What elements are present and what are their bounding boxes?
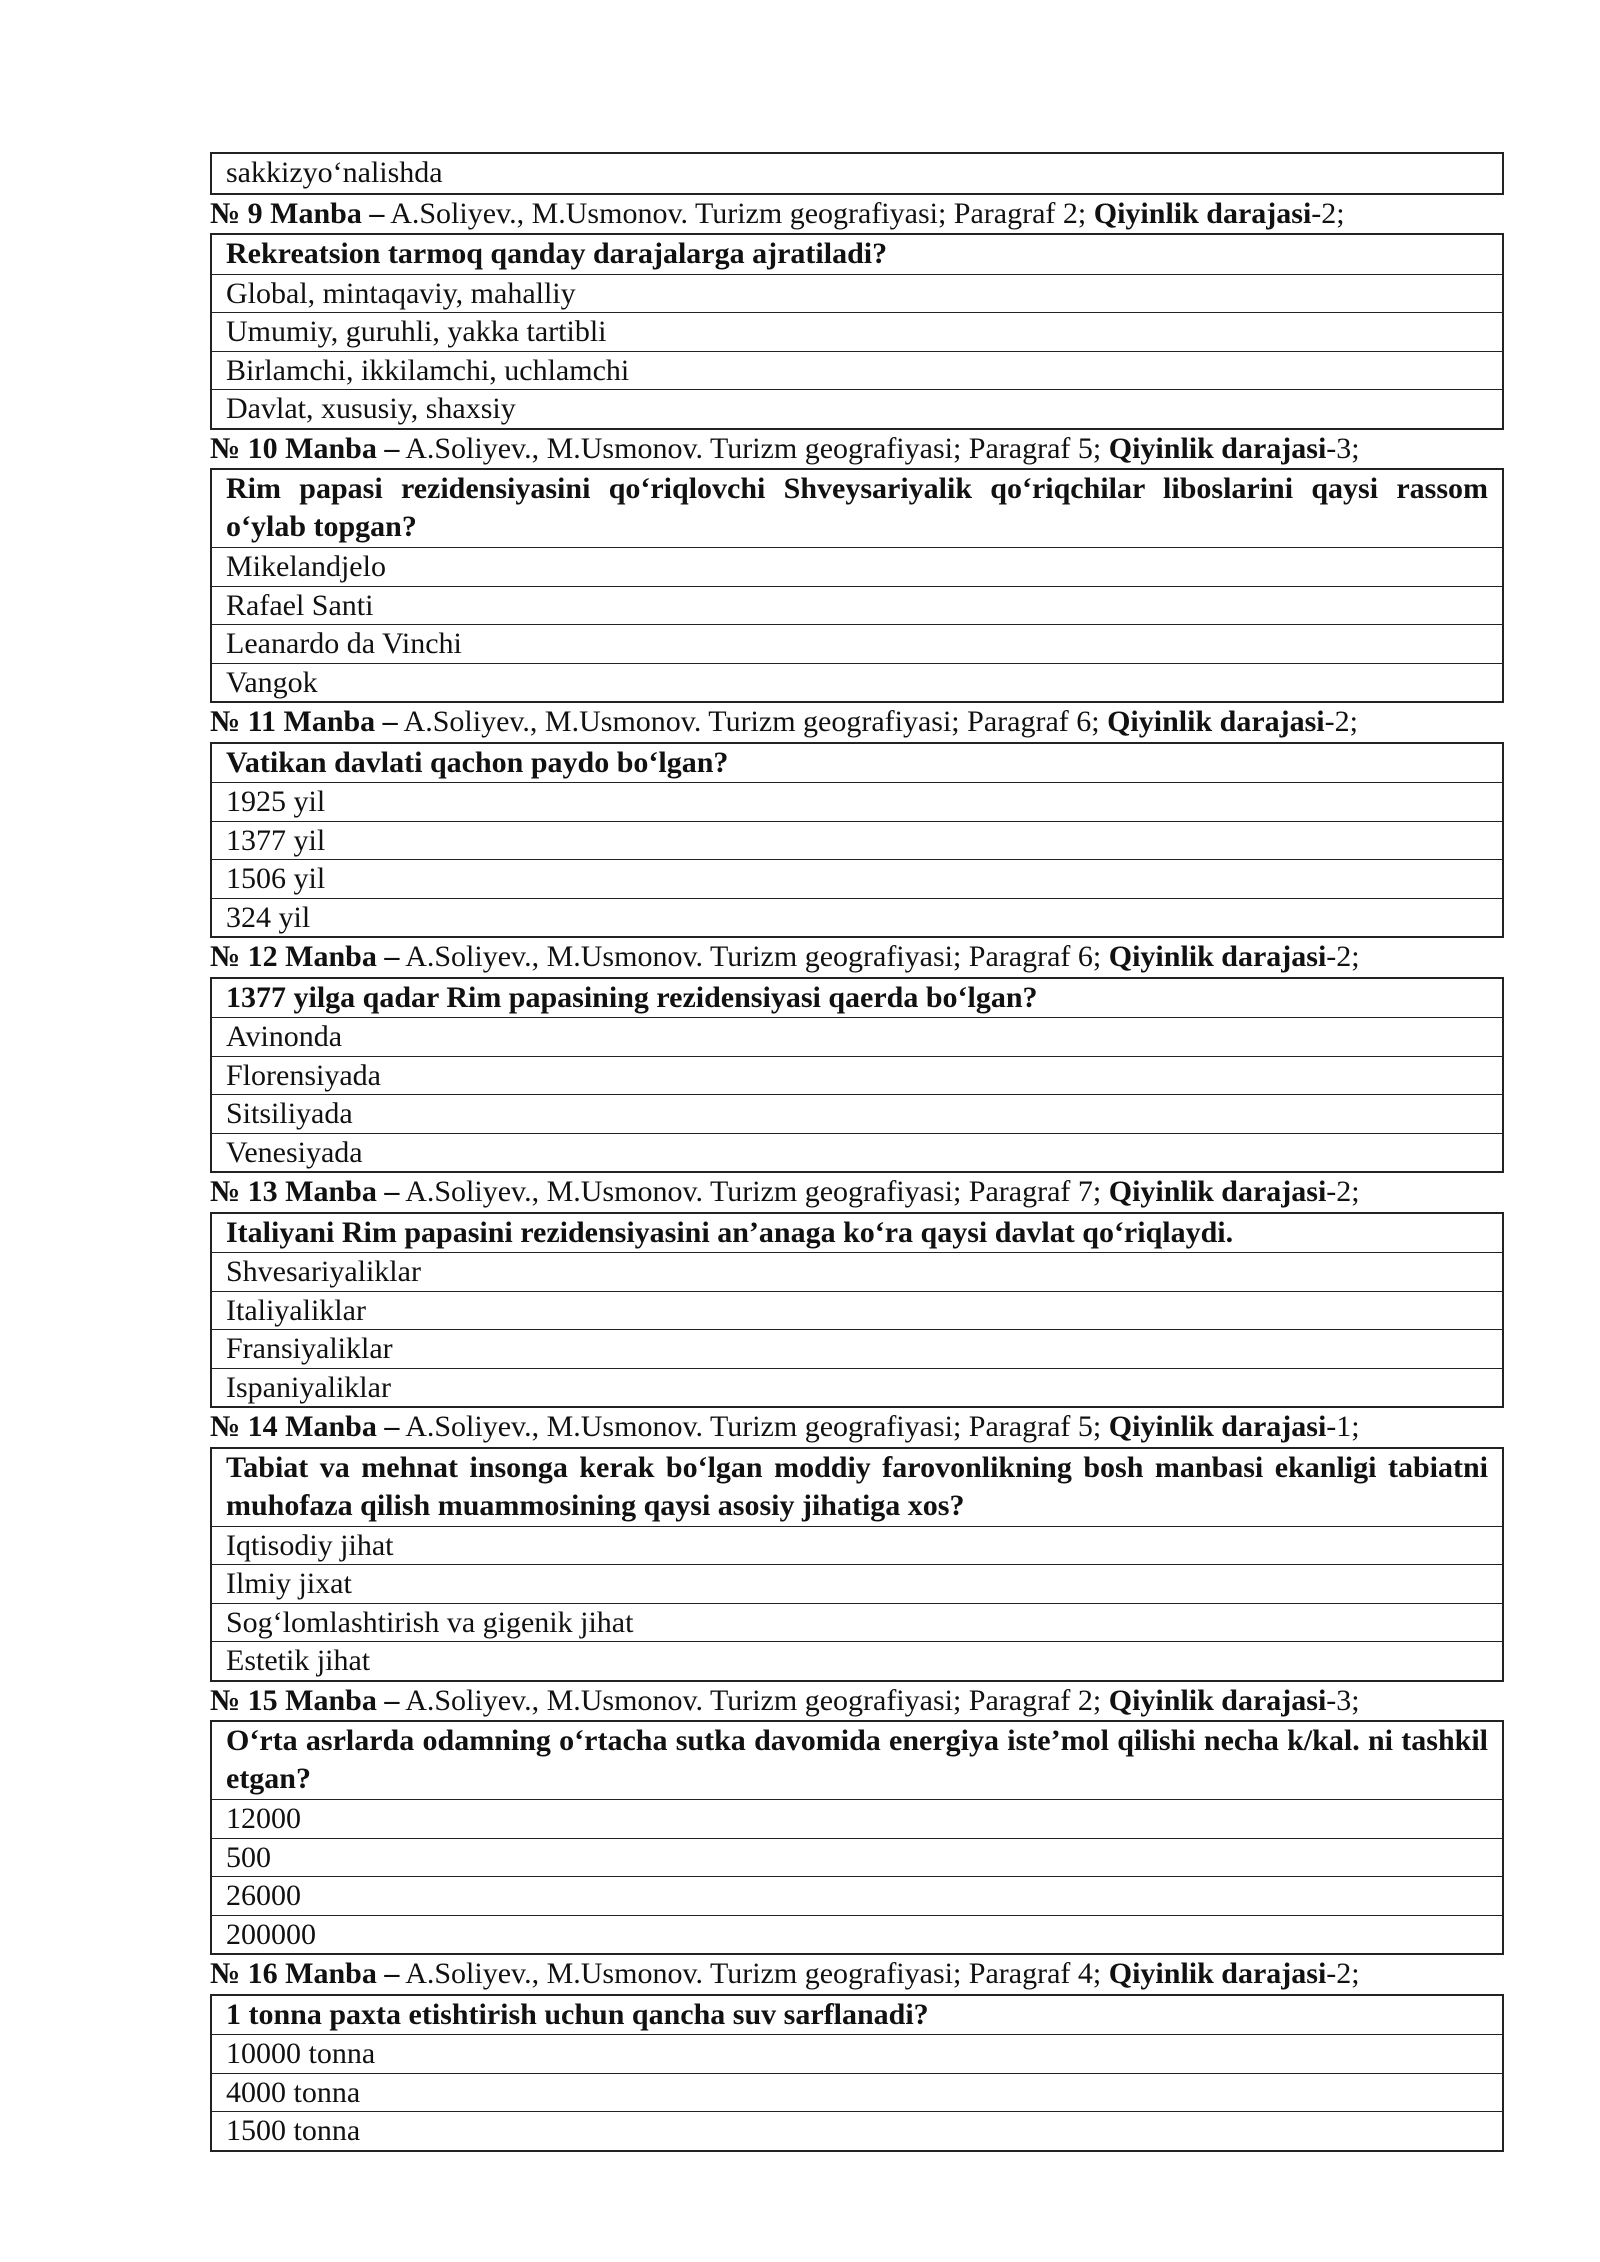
question-table <box>210 1212 1504 1409</box>
difficulty-label: Qiyinlik darajasi <box>1108 940 1327 973</box>
answer-option: Florensiyada <box>212 1056 1502 1095</box>
question-table <box>210 233 1504 430</box>
question-text: Tabiat va mehnat insonga kerak bo‘lgan moddiy farovonlikning bosh manbasi ekanligi tabiatni muhofaza qilish muammosining qaysi asosiy jihatiga xos? <box>226 1450 1488 1522</box>
manba-label: Manba – <box>285 1683 400 1717</box>
source-reference: A.Soliyev., M.Usmonov. Turizm geografiyasi; Paragraf 2; <box>390 196 1087 230</box>
answer-option: Ispaniyaliklar <box>212 1368 1502 1407</box>
difficulty-value: -2; <box>1311 196 1345 230</box>
answer-option: Global, mintaqaviy, mahalliy <box>212 274 1502 313</box>
difficulty-label: Qiyinlik darajasi <box>1108 431 1327 465</box>
difficulty-label: Qiyinlik darajasi <box>1093 196 1312 230</box>
manba-label: Manba – <box>285 1410 400 1443</box>
question-number: № 15 <box>210 1683 278 1717</box>
question-number: № 10 <box>210 431 278 465</box>
question-number: № 12 <box>210 940 278 973</box>
answer-option: Rafael Santi <box>212 586 1502 625</box>
difficulty-value: -2; <box>1326 1957 1360 1990</box>
difficulty-value: -2; <box>1326 940 1360 973</box>
difficulty-label: Qiyinlik darajasi <box>1107 705 1325 738</box>
question-number: № 14 <box>210 1410 278 1443</box>
answer-option: 1377 yil <box>212 821 1502 860</box>
manba-label: Manba – <box>285 940 400 973</box>
question-number: № 11 <box>210 705 276 738</box>
answer-option: Italiyaliklar <box>212 1291 1502 1330</box>
answer-option: 200000 <box>212 1915 1502 1954</box>
manba-label: Manba – <box>285 431 400 465</box>
answer-option: Sog‘lomlashtirish va gigenik jihat <box>212 1603 1502 1642</box>
question-source-line <box>210 195 1504 234</box>
question-table <box>210 468 1504 703</box>
difficulty-value: -3; <box>1326 431 1360 465</box>
question-text: Vatikan davlati qachon paydo bo‘lgan? <box>226 745 729 779</box>
answer-option: Birlamchi, ikkilamchi, uchlamchi <box>212 351 1502 390</box>
question-table <box>210 742 1504 939</box>
question-source-line <box>210 1173 1504 1212</box>
source-reference: A.Soliyev., M.Usmonov. Turizm geografiyasi; Paragraf 6; <box>403 705 1100 738</box>
answer-option: 10000 tonna <box>212 2034 1502 2073</box>
source-reference: A.Soliyev., M.Usmonov. Turizm geografiyasi; Paragraf 5; <box>405 431 1102 465</box>
manba-label: Manba – <box>285 1957 400 1990</box>
question-text: 1 tonna paxta etishtirish uchun qancha suv sarflanadi? <box>226 1997 929 2031</box>
answer-option: 1925 yil <box>212 782 1502 821</box>
answer-option: 1506 yil <box>212 859 1502 898</box>
answer-option: Davlat, xususiy, shaxsiy <box>212 389 1502 428</box>
answer-option: Leanardo da Vinchi <box>212 624 1502 663</box>
question-text: O‘rta asrlarda odamning o‘rtacha sutka davomida energiya iste’mol qilishi necha k/kal. ni tashkil etgan? <box>226 1724 1488 1795</box>
difficulty-value: -3; <box>1326 1683 1360 1717</box>
answer-option: Mikelandjelo <box>212 547 1502 586</box>
question-number: № 9 <box>210 196 263 230</box>
answer-option: Vangok <box>212 663 1502 702</box>
difficulty-label: Qiyinlik darajasi <box>1108 1683 1327 1717</box>
manba-label: Manba – <box>283 705 398 738</box>
source-reference: A.Soliyev., M.Usmonov. Turizm geografiyasi; Paragraf 2; <box>405 1683 1102 1717</box>
answer-option: Avinonda <box>212 1017 1502 1056</box>
question-source-line <box>210 1682 1504 1721</box>
answer-option: Ilmiy jixat <box>212 1564 1502 1603</box>
answer-option: 500 <box>212 1838 1502 1877</box>
answer-option: Iqtisodiy jihat <box>212 1526 1502 1565</box>
question-source-line <box>210 938 1504 977</box>
difficulty-label: Qiyinlik darajasi <box>1108 1175 1327 1208</box>
answer-option: Estetik jihat <box>212 1641 1502 1680</box>
difficulty-label: Qiyinlik darajasi <box>1108 1410 1327 1443</box>
source-reference: A.Soliyev., M.Usmonov. Turizm geografiyasi; Paragraf 5; <box>405 1410 1102 1443</box>
answer-option: 26000 <box>212 1876 1502 1915</box>
question-number: № 16 <box>210 1957 278 1990</box>
source-reference: A.Soliyev., M.Usmonov. Turizm geografiyasi; Paragraf 6; <box>405 940 1102 973</box>
answer-option: 12000 <box>212 1799 1502 1838</box>
answer-option: Shvesariyaliklar <box>212 1252 1502 1291</box>
answer-option: Sitsiliyada <box>212 1094 1502 1133</box>
question-text: Rekreatsion tarmoq qanday darajalarga ajratiladi? <box>226 237 888 270</box>
question-table <box>210 1447 1504 1682</box>
question-table <box>210 1994 1504 2152</box>
question-table <box>210 1720 1504 1955</box>
question-source-line <box>210 1955 1504 1994</box>
previous-options-table <box>210 152 1504 195</box>
question-text: 1377 yilga qadar Rim papasining rezidensiyasi qaerda bo‘lgan? <box>226 980 1038 1014</box>
manba-label: Manba – <box>270 196 385 230</box>
answer-option: Venesiyada <box>212 1133 1502 1172</box>
difficulty-label: Qiyinlik darajasi <box>1108 1957 1327 1990</box>
question-text: Italiyani Rim papasini rezidensiyasini an’anaga ko‘ra qaysi davlat qo‘riqlaydi. <box>226 1215 1234 1249</box>
answer-option: Umumiy, guruhli, yakka tartibli <box>212 312 1502 351</box>
question-number: № 13 <box>210 1175 278 1208</box>
answer-option: 324 yil <box>212 898 1502 937</box>
question-source-line <box>210 430 1504 469</box>
question-source-line <box>210 1408 1504 1447</box>
answer-option: sakkizyo‘nalishda <box>226 156 443 189</box>
difficulty-value: -2; <box>1326 1175 1360 1208</box>
question-source-line <box>210 703 1504 742</box>
answer-option: 1500 tonna <box>212 2111 1502 2150</box>
question-list <box>210 195 1504 2152</box>
document-page <box>210 152 1504 2152</box>
difficulty-value: -2; <box>1324 705 1358 738</box>
source-reference: A.Soliyev., M.Usmonov. Turizm geografiyasi; Paragraf 4; <box>405 1957 1102 1990</box>
question-text: Rim papasi rezidensiyasini qo‘riqlovchi Shveysariyalik qo‘riqchilar liboslarini qaysi rassom o‘ylab topgan? <box>226 472 1488 543</box>
manba-label: Manba – <box>285 1175 400 1208</box>
difficulty-value: -1; <box>1326 1410 1360 1443</box>
answer-option: Fransiyaliklar <box>212 1329 1502 1368</box>
source-reference: A.Soliyev., M.Usmonov. Turizm geografiyasi; Paragraf 7; <box>405 1175 1102 1208</box>
answer-option: 4000 tonna <box>212 2073 1502 2112</box>
question-table <box>210 977 1504 1174</box>
